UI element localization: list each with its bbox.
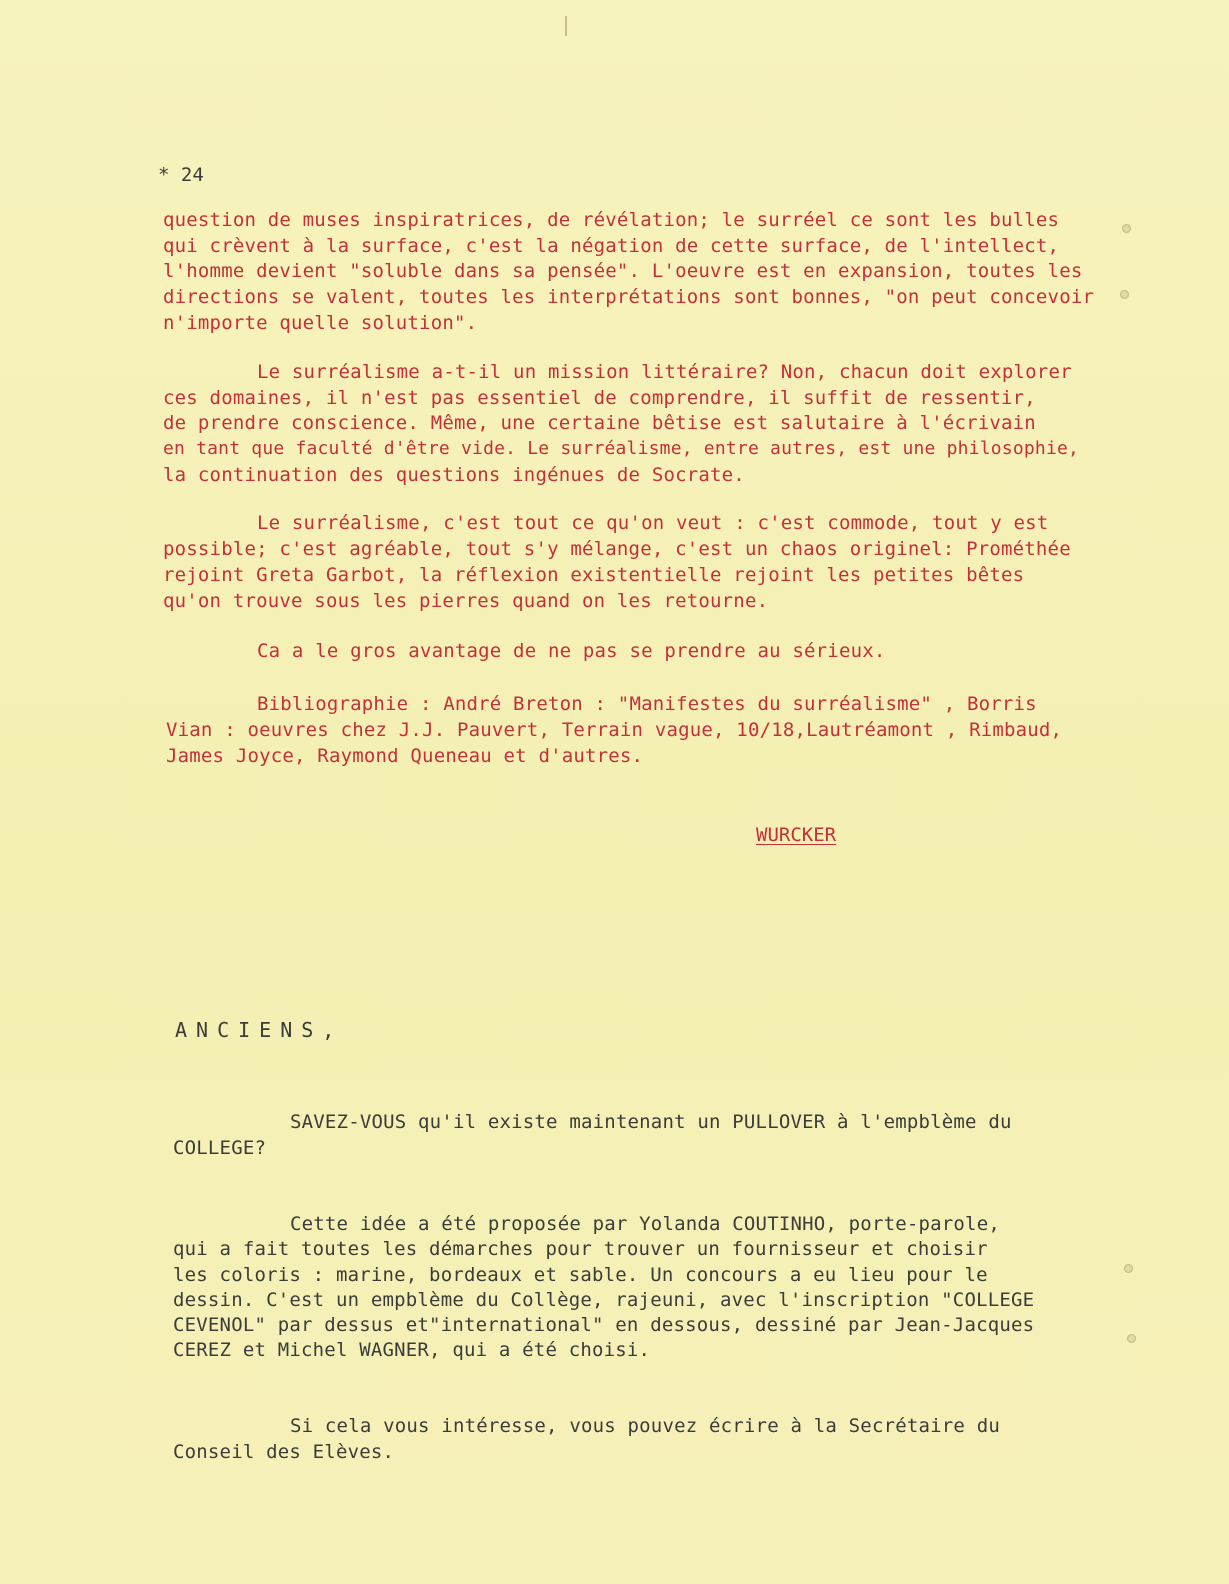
notice-line: Conseil des Elèves.: [173, 1441, 395, 1463]
binder-hole: [1122, 224, 1131, 233]
notice-line: COLLEGE?: [173, 1137, 267, 1159]
notice-line: les coloris : marine, bordeaux et sable. Un concours a eu lieu pour le: [173, 1264, 988, 1286]
bibliography-line: Bibliographie : André Breton : "Manifestes du surréalisme" , Borris: [257, 693, 1037, 715]
binder-hole: [1120, 290, 1129, 299]
article-line: n'importe quelle solution".: [163, 312, 478, 334]
binder-hole: [1127, 1334, 1136, 1343]
notice-heading: ANCIENS,: [175, 1018, 344, 1042]
author-signature: WURCKER: [756, 824, 837, 846]
article-line: qu'on trouve sous les pierres quand on les retourne.: [163, 590, 769, 612]
notice-line: SAVEZ-VOUS qu'il existe maintenant un PULLOVER à l'empblème du: [290, 1111, 1012, 1133]
notice-line: dessin. C'est un empblème du Collège, rajeuni, avec l'inscription "COLLEGE: [173, 1289, 1035, 1311]
article-line: Le surréalisme, c'est tout ce qu'on veut : c'est commode, tout y est: [257, 512, 1049, 534]
article-line: en tant que faculté d'être vide. Le surréalisme, entre autres, est une philosophie,: [163, 438, 1080, 459]
article-line: l'homme devient "soluble dans sa pensée". L'oeuvre est en expansion, toutes les: [163, 260, 1083, 282]
paper-mark: [565, 16, 567, 36]
notice-line: CEVENOL" par dessus et"international" en dessous, dessiné par Jean-Jacques: [173, 1314, 1035, 1336]
bibliography-line: Vian : oeuvres chez J.J. Pauvert, Terrain vague, 10/18,Lautréamont , Rimbaud,: [166, 719, 1063, 741]
article-line: rejoint Greta Garbot, la réflexion existentielle rejoint les petites bêtes: [163, 564, 1025, 586]
notice-line: Cette idée a été proposée par Yolanda COUTINHO, porte-parole,: [290, 1213, 1000, 1235]
notice-line: qui a fait toutes les démarches pour trouver un fournisseur et choisir: [173, 1238, 988, 1260]
bibliography-line: James Joyce, Raymond Queneau et d'autres.: [166, 745, 644, 767]
article-line: Ca a le gros avantage de ne pas se prendre au sérieux.: [257, 640, 886, 662]
article-line: possible; c'est agréable, tout s'y mélange, c'est un chaos originel: Prométhée: [163, 538, 1071, 560]
article-line: directions se valent, toutes les interprétations sont bonnes, "on peut concevoir: [163, 286, 1095, 308]
article-line: la continuation des questions ingénues de Socrate.: [163, 464, 745, 486]
notice-line: CEREZ et Michel WAGNER, qui a été choisi.: [173, 1339, 651, 1361]
article-line: question de muses inspiratrices, de révélation; le surréel ce sont les bulles: [163, 209, 1060, 231]
notice-line: Si cela vous intéresse, vous pouvez écrire à la Secrétaire du: [290, 1415, 1000, 1437]
article-line: qui crèvent à la surface, c'est la négation de cette surface, de l'intellect,: [163, 235, 1060, 257]
binder-hole: [1124, 1264, 1133, 1273]
article-line: ces domaines, il n'est pas essentiel de comprendre, il suffit de ressentir,: [163, 387, 1036, 409]
page-number: * 24: [158, 164, 204, 186]
article-line: de prendre conscience. Même, une certaine bêtise est salutaire à l'écrivain: [163, 412, 1036, 434]
article-line: Le surréalisme a-t-il un mission littéraire? Non, chacun doit explorer: [257, 361, 1072, 383]
